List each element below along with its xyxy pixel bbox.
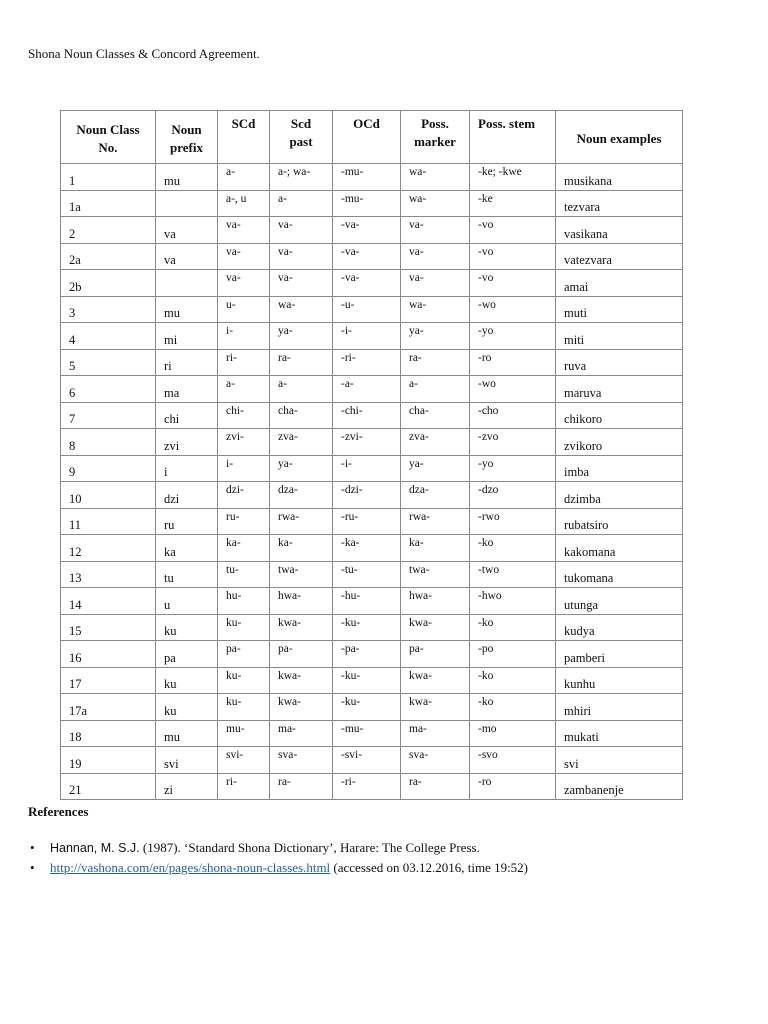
reference-link[interactable]: http://vashona.com/en/pages/shona-noun-classes.html [50,860,331,875]
cell-poss-stem: -yo [470,323,556,350]
cell-poss-marker: kwa- [401,667,470,694]
cell-scd-past: va- [270,217,333,244]
table-row [61,614,683,641]
cell-ocd: -i- [333,323,401,350]
table-row [61,588,683,615]
cell-ocd: -ru- [333,508,401,535]
cell-ocd: -tu- [333,561,401,588]
cell-poss-stem: -ko [470,535,556,562]
cell-class-no: 5 [61,349,156,376]
cell-ocd: -i- [333,455,401,482]
cell-prefix: ri [156,349,218,376]
cell-scd: dzi- [218,482,270,509]
document-title: Shona Noun Classes & Concord Agreement. [28,46,260,61]
cell-class-no: 21 [61,773,156,800]
table-row [61,561,683,588]
cell-class-no: 17a [61,694,156,721]
cell-scd-past: kwa- [270,614,333,641]
header-ocd: OCd [333,111,401,164]
cell-poss-stem: -ro [470,349,556,376]
table-row [61,296,683,323]
cell-scd-past: ma- [270,720,333,747]
noun-class-table [60,110,683,800]
table-row [61,164,683,191]
references-list [28,838,528,878]
cell-scd: svi- [218,747,270,774]
cell-example: mhiri [556,694,683,721]
cell-prefix: dzi [156,482,218,509]
cell-ocd: -va- [333,243,401,270]
bullet-icon: • [30,840,35,855]
cell-ocd: -ku- [333,614,401,641]
cell-scd: ku- [218,614,270,641]
table-row [61,667,683,694]
cell-poss-marker: cha- [401,402,470,429]
cell-scd: i- [218,323,270,350]
cell-prefix: tu [156,561,218,588]
cell-class-no: 11 [61,508,156,535]
cell-scd: ru- [218,508,270,535]
cell-poss-stem: -wo [470,296,556,323]
table-row [61,508,683,535]
cell-class-no: 6 [61,376,156,403]
cell-example: vasikana [556,217,683,244]
reference-text: (accessed on 03.12.2016, time 19:52) [330,860,529,875]
cell-poss-marker: va- [401,217,470,244]
cell-scd: zvi- [218,429,270,456]
cell-ocd: -svi- [333,747,401,774]
cell-prefix: va [156,243,218,270]
cell-ocd: -va- [333,217,401,244]
cell-class-no: 4 [61,323,156,350]
cell-scd-past: zva- [270,429,333,456]
cell-class-no: 1 [61,164,156,191]
cell-scd-past: a- [270,190,333,217]
cell-prefix: mu [156,296,218,323]
cell-example: kakomana [556,535,683,562]
header-poss-stem: Poss. stem [470,111,556,164]
cell-poss-marker: va- [401,270,470,297]
bullet-icon: • [30,860,35,875]
header-noun-examples: Noun examples [556,111,683,164]
reference-item [28,858,528,878]
cell-class-no: 17 [61,667,156,694]
cell-scd: ri- [218,349,270,376]
cell-ocd: -dzi- [333,482,401,509]
cell-poss-marker: dza- [401,482,470,509]
table-row [61,270,683,297]
cell-example: chikoro [556,402,683,429]
cell-scd: mu- [218,720,270,747]
reference-author: Hannan, M. S.J. [50,841,140,855]
table-row [61,455,683,482]
cell-ocd: -ku- [333,667,401,694]
cell-prefix: svi [156,747,218,774]
references-heading: References [28,804,89,819]
cell-scd-past: a-; wa- [270,164,333,191]
cell-example: dzimba [556,482,683,509]
cell-prefix: va [156,217,218,244]
cell-class-no: 19 [61,747,156,774]
cell-scd-past: ka- [270,535,333,562]
header-noun-prefix: Noun prefix [156,111,218,164]
table-row [61,720,683,747]
cell-scd: chi- [218,402,270,429]
cell-ocd: -mu- [333,164,401,191]
cell-ocd: -hu- [333,588,401,615]
cell-poss-stem: -vo [470,217,556,244]
cell-poss-marker: va- [401,243,470,270]
table-row [61,243,683,270]
cell-example: kudya [556,614,683,641]
cell-poss-stem: -cho [470,402,556,429]
cell-class-no: 2a [61,243,156,270]
cell-poss-stem: -ko [470,694,556,721]
cell-example: pamberi [556,641,683,668]
cell-prefix: u [156,588,218,615]
cell-scd-past: ra- [270,773,333,800]
cell-poss-marker: twa- [401,561,470,588]
table-row [61,217,683,244]
cell-class-no: 9 [61,455,156,482]
table-row [61,535,683,562]
cell-poss-stem: -ko [470,667,556,694]
cell-scd: a-, u [218,190,270,217]
cell-class-no: 8 [61,429,156,456]
cell-example: utunga [556,588,683,615]
reference-item [28,838,528,858]
cell-poss-marker: ka- [401,535,470,562]
cell-poss-stem: -ke [470,190,556,217]
cell-example: zambanenje [556,773,683,800]
reference-text: (1987). ‘Standard Shona Dictionary’, Harare: The College Press. [139,840,480,855]
table-row [61,323,683,350]
cell-prefix: pa [156,641,218,668]
cell-example: maruva [556,376,683,403]
cell-scd-past: va- [270,243,333,270]
cell-class-no: 10 [61,482,156,509]
cell-ocd: -va- [333,270,401,297]
cell-poss-stem: -ko [470,614,556,641]
cell-poss-stem: -rwo [470,508,556,535]
cell-ocd: -a- [333,376,401,403]
cell-poss-marker: rwa- [401,508,470,535]
cell-poss-stem: -yo [470,455,556,482]
cell-poss-marker: wa- [401,164,470,191]
cell-poss-stem: -ke; -kwe [470,164,556,191]
cell-prefix: ka [156,535,218,562]
table-header-row [61,111,683,164]
cell-poss-marker: kwa- [401,614,470,641]
header-scd: SCd [218,111,270,164]
cell-prefix: mu [156,720,218,747]
cell-prefix: ku [156,694,218,721]
cell-ocd: -pa- [333,641,401,668]
cell-scd: va- [218,270,270,297]
cell-scd: ku- [218,667,270,694]
header-scd-past: Scd past [270,111,333,164]
cell-scd: tu- [218,561,270,588]
cell-ocd: -u- [333,296,401,323]
cell-scd-past: kwa- [270,694,333,721]
cell-class-no: 1a [61,190,156,217]
cell-prefix: ru [156,508,218,535]
cell-example: tukomana [556,561,683,588]
cell-prefix: zvi [156,429,218,456]
cell-scd-past: wa- [270,296,333,323]
cell-class-no: 12 [61,535,156,562]
cell-example: amai [556,270,683,297]
cell-example: muti [556,296,683,323]
cell-example: ruva [556,349,683,376]
table-row [61,376,683,403]
cell-example: mukati [556,720,683,747]
cell-class-no: 13 [61,561,156,588]
table-row [61,773,683,800]
cell-scd: va- [218,243,270,270]
cell-scd: ku- [218,694,270,721]
cell-scd-past: a- [270,376,333,403]
cell-ocd: -mu- [333,190,401,217]
cell-poss-stem: -po [470,641,556,668]
cell-poss-stem: -dzo [470,482,556,509]
cell-class-no: 2b [61,270,156,297]
cell-prefix: ku [156,614,218,641]
cell-scd-past: pa- [270,641,333,668]
cell-class-no: 16 [61,641,156,668]
cell-class-no: 14 [61,588,156,615]
cell-ocd: -ri- [333,349,401,376]
cell-example: vatezvara [556,243,683,270]
cell-class-no: 15 [61,614,156,641]
cell-scd-past: cha- [270,402,333,429]
cell-prefix: ma [156,376,218,403]
cell-ocd: -ri- [333,773,401,800]
cell-scd: ka- [218,535,270,562]
cell-scd: a- [218,164,270,191]
header-noun-class: Noun Class No. [61,111,156,164]
cell-prefix: chi [156,402,218,429]
cell-poss-stem: -svo [470,747,556,774]
cell-prefix [156,270,218,297]
cell-class-no: 3 [61,296,156,323]
cell-ocd: -ku- [333,694,401,721]
cell-example: musikana [556,164,683,191]
cell-ocd: -mu- [333,720,401,747]
cell-poss-marker: wa- [401,190,470,217]
cell-example: zvikoro [556,429,683,456]
cell-poss-stem: -mo [470,720,556,747]
cell-scd: va- [218,217,270,244]
cell-scd-past: kwa- [270,667,333,694]
cell-poss-marker: pa- [401,641,470,668]
cell-poss-stem: -vo [470,270,556,297]
cell-example: svi [556,747,683,774]
table-row [61,482,683,509]
cell-class-no: 2 [61,217,156,244]
cell-poss-marker: a- [401,376,470,403]
cell-poss-marker: kwa- [401,694,470,721]
table-row [61,429,683,456]
cell-poss-marker: ya- [401,323,470,350]
cell-poss-stem: -wo [470,376,556,403]
cell-scd-past: hwa- [270,588,333,615]
table-row [61,402,683,429]
cell-poss-stem: -two [470,561,556,588]
cell-poss-marker: ya- [401,455,470,482]
cell-prefix: i [156,455,218,482]
cell-scd-past: sva- [270,747,333,774]
cell-scd: ri- [218,773,270,800]
cell-poss-marker: sva- [401,747,470,774]
cell-example: kunhu [556,667,683,694]
cell-example: imba [556,455,683,482]
cell-ocd: -zvi- [333,429,401,456]
cell-poss-marker: ma- [401,720,470,747]
table-row [61,641,683,668]
cell-prefix: mu [156,164,218,191]
cell-poss-stem: -zvo [470,429,556,456]
cell-prefix: ku [156,667,218,694]
cell-scd-past: ra- [270,349,333,376]
cell-scd: i- [218,455,270,482]
cell-scd-past: va- [270,270,333,297]
cell-scd: hu- [218,588,270,615]
cell-prefix: zi [156,773,218,800]
table-row [61,349,683,376]
cell-poss-marker: ra- [401,773,470,800]
cell-ocd: -ka- [333,535,401,562]
cell-scd: pa- [218,641,270,668]
header-poss-marker: Poss. marker [401,111,470,164]
cell-class-no: 7 [61,402,156,429]
cell-scd-past: rwa- [270,508,333,535]
table-row [61,190,683,217]
cell-poss-marker: zva- [401,429,470,456]
cell-example: rubatsiro [556,508,683,535]
cell-poss-stem: -vo [470,243,556,270]
table-row [61,694,683,721]
cell-prefix [156,190,218,217]
cell-poss-marker: ra- [401,349,470,376]
cell-poss-marker: hwa- [401,588,470,615]
cell-scd-past: ya- [270,323,333,350]
cell-ocd: -chi- [333,402,401,429]
table-row [61,747,683,774]
cell-scd-past: ya- [270,455,333,482]
cell-example: miti [556,323,683,350]
cell-prefix: mi [156,323,218,350]
cell-class-no: 18 [61,720,156,747]
cell-example: tezvara [556,190,683,217]
cell-poss-marker: wa- [401,296,470,323]
cell-scd-past: dza- [270,482,333,509]
cell-scd-past: twa- [270,561,333,588]
cell-poss-stem: -ro [470,773,556,800]
cell-poss-stem: -hwo [470,588,556,615]
cell-scd: a- [218,376,270,403]
cell-scd: u- [218,296,270,323]
